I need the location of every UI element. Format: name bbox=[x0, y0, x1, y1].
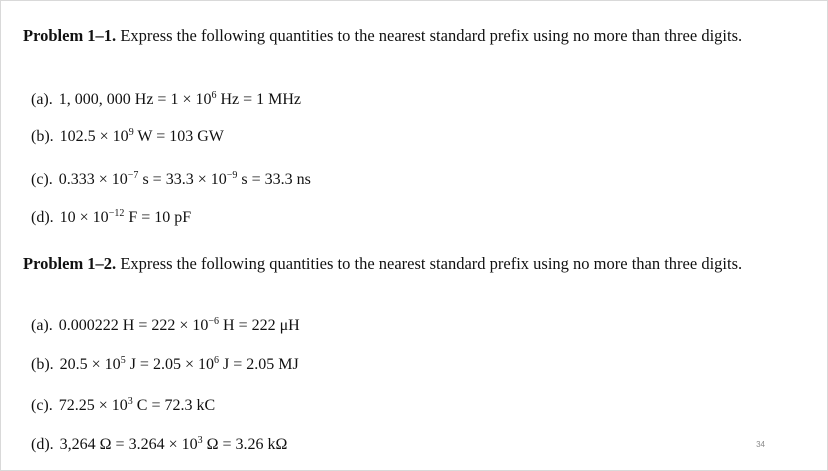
problem-number: Problem 1–2. bbox=[23, 254, 117, 273]
problem-statement: Express the following quantities to the nearest standard prefix using no more than three digits. bbox=[120, 254, 743, 273]
item-expression: 1, 000, 000 $Hz = 1 \times 10^6$ Hz = 1 MHz bbox=[58, 90, 302, 108]
exponent: −6 bbox=[208, 316, 220, 327]
problem-heading bbox=[23, 25, 809, 46]
item-label: (c). bbox=[31, 171, 53, 188]
exponent: −9 bbox=[226, 170, 238, 181]
item-label: (a). bbox=[31, 91, 53, 108]
item-label: (d). bbox=[31, 209, 54, 226]
answer-item bbox=[31, 171, 311, 189]
answer-item bbox=[31, 209, 191, 227]
exponent: 6 bbox=[211, 90, 217, 101]
exponent: 3 bbox=[127, 396, 133, 407]
exponent: 5 bbox=[120, 355, 126, 366]
exponent: 3 bbox=[197, 435, 203, 446]
item-label: (d). bbox=[31, 436, 54, 453]
answer-item bbox=[31, 356, 299, 374]
problem-1-2 bbox=[23, 253, 809, 274]
item-expression: $10 \times 10^{-12}$ F = 10 pF bbox=[59, 208, 192, 226]
item-expression: 3,264 $\Omega = 3.264 \times 10^3$ Ω = 3.26 kΩ bbox=[59, 435, 288, 453]
answer-item bbox=[31, 128, 224, 146]
answer-item bbox=[31, 397, 215, 415]
item-label: (b). bbox=[31, 356, 54, 373]
problem-heading bbox=[23, 253, 809, 274]
item-expression: $20.5 \times 10^5$ $J = 2.05 \times 10^6$ J = 2.05 MJ bbox=[59, 355, 299, 373]
problem-number: Problem 1–1. bbox=[23, 26, 117, 45]
item-expression: $102.5 \times 10^9$ W = 103 GW bbox=[59, 127, 224, 145]
exponent: 9 bbox=[128, 127, 134, 138]
item-label: (b). bbox=[31, 128, 54, 145]
item-expression: $0.333 \times 10^{-7}$ $s = 33.3 \times 10^{-9}$ s = 33.3 ns bbox=[58, 170, 311, 188]
problem-1-1 bbox=[23, 25, 809, 46]
exponent: −12 bbox=[108, 208, 125, 219]
item-label: (c). bbox=[31, 397, 53, 414]
item-expression: 0.000222 $H = 222 \times 10^{-6}$ H = 222 μH bbox=[58, 316, 300, 334]
item-label: (a). bbox=[31, 317, 53, 334]
answer-item bbox=[31, 317, 300, 335]
answer-item bbox=[31, 436, 287, 454]
answer-item bbox=[31, 91, 301, 109]
item-expression: $72.25 \times 10^3$ C = 72.3 kC bbox=[58, 396, 216, 414]
problem-statement: Express the following quantities to the nearest standard prefix using no more than three digits. bbox=[120, 26, 743, 45]
exponent: −7 bbox=[127, 170, 139, 181]
page-number: 34 bbox=[756, 440, 765, 449]
exponent: 6 bbox=[213, 355, 219, 366]
